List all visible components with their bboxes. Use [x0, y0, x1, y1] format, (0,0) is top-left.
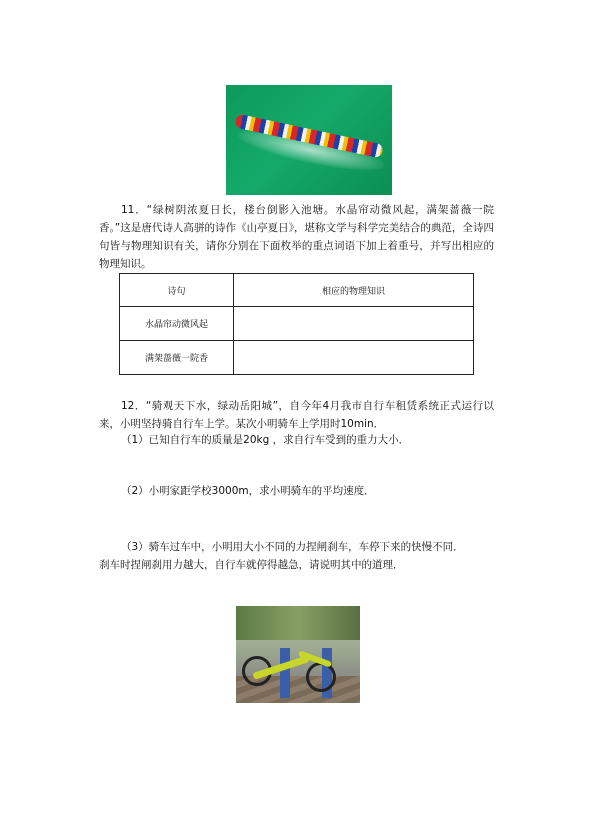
- table-cell-poem: 水晶帘动微风起: [120, 307, 234, 341]
- bike-dock-post: [280, 648, 290, 698]
- table-cell-answer[interactable]: [234, 307, 474, 341]
- question-11-text: 11．“绿树阴浓夏日长，楼台倒影入池塘。水晶帘动微风起，满架蔷薇一院香。”这是唐代诗人高骈的诗作《山亭夏日》，堪称文学与科学完美结合的典范，全诗四句皆与物理知识有关，请你分别在下面枚举的重点词语下加上着重号，并写出相应的物理知识。: [99, 204, 494, 270]
- question-12-part-3: （3）骑车过车中，小明用大小不同的力捏闸刹车，车停下来的快慢不同．: [121, 541, 464, 553]
- question-12-part-1: （1）已知自行车的质量是20kg ，求自行车受到的重力大小．: [121, 434, 410, 446]
- table-row: [120, 341, 474, 375]
- question-12-part-2: （2）小明家距学校3000m，求小明骑车的平均速度．: [121, 485, 375, 497]
- bike-wheel: [306, 662, 336, 692]
- table-cell-poem: 满架蔷薇一院香: [120, 341, 234, 375]
- rental-bicycle-photo: [236, 606, 360, 703]
- table-row: [120, 307, 474, 341]
- table-header-poem: 诗句: [120, 274, 234, 307]
- poem-physics-table: [119, 273, 474, 375]
- background-trees: [236, 606, 360, 640]
- question-12-text: 12．“骑观天下水，绿动岳阳城”，自今年4月我市自行车租赁系统正式运行以来，小明坚持骑自行车上学。某次小明骑车上学用时10min．: [99, 400, 494, 430]
- dragon-boat-photo: [226, 85, 392, 195]
- table-cell-answer[interactable]: [234, 341, 474, 375]
- table-header-physics: 相应的物理知识: [234, 274, 474, 307]
- table-header-row: [120, 274, 474, 307]
- question-12-part-3-continued: 刹车时捏闸刹用力越大，自行车就停得越急，请说明其中的道理．: [99, 559, 404, 571]
